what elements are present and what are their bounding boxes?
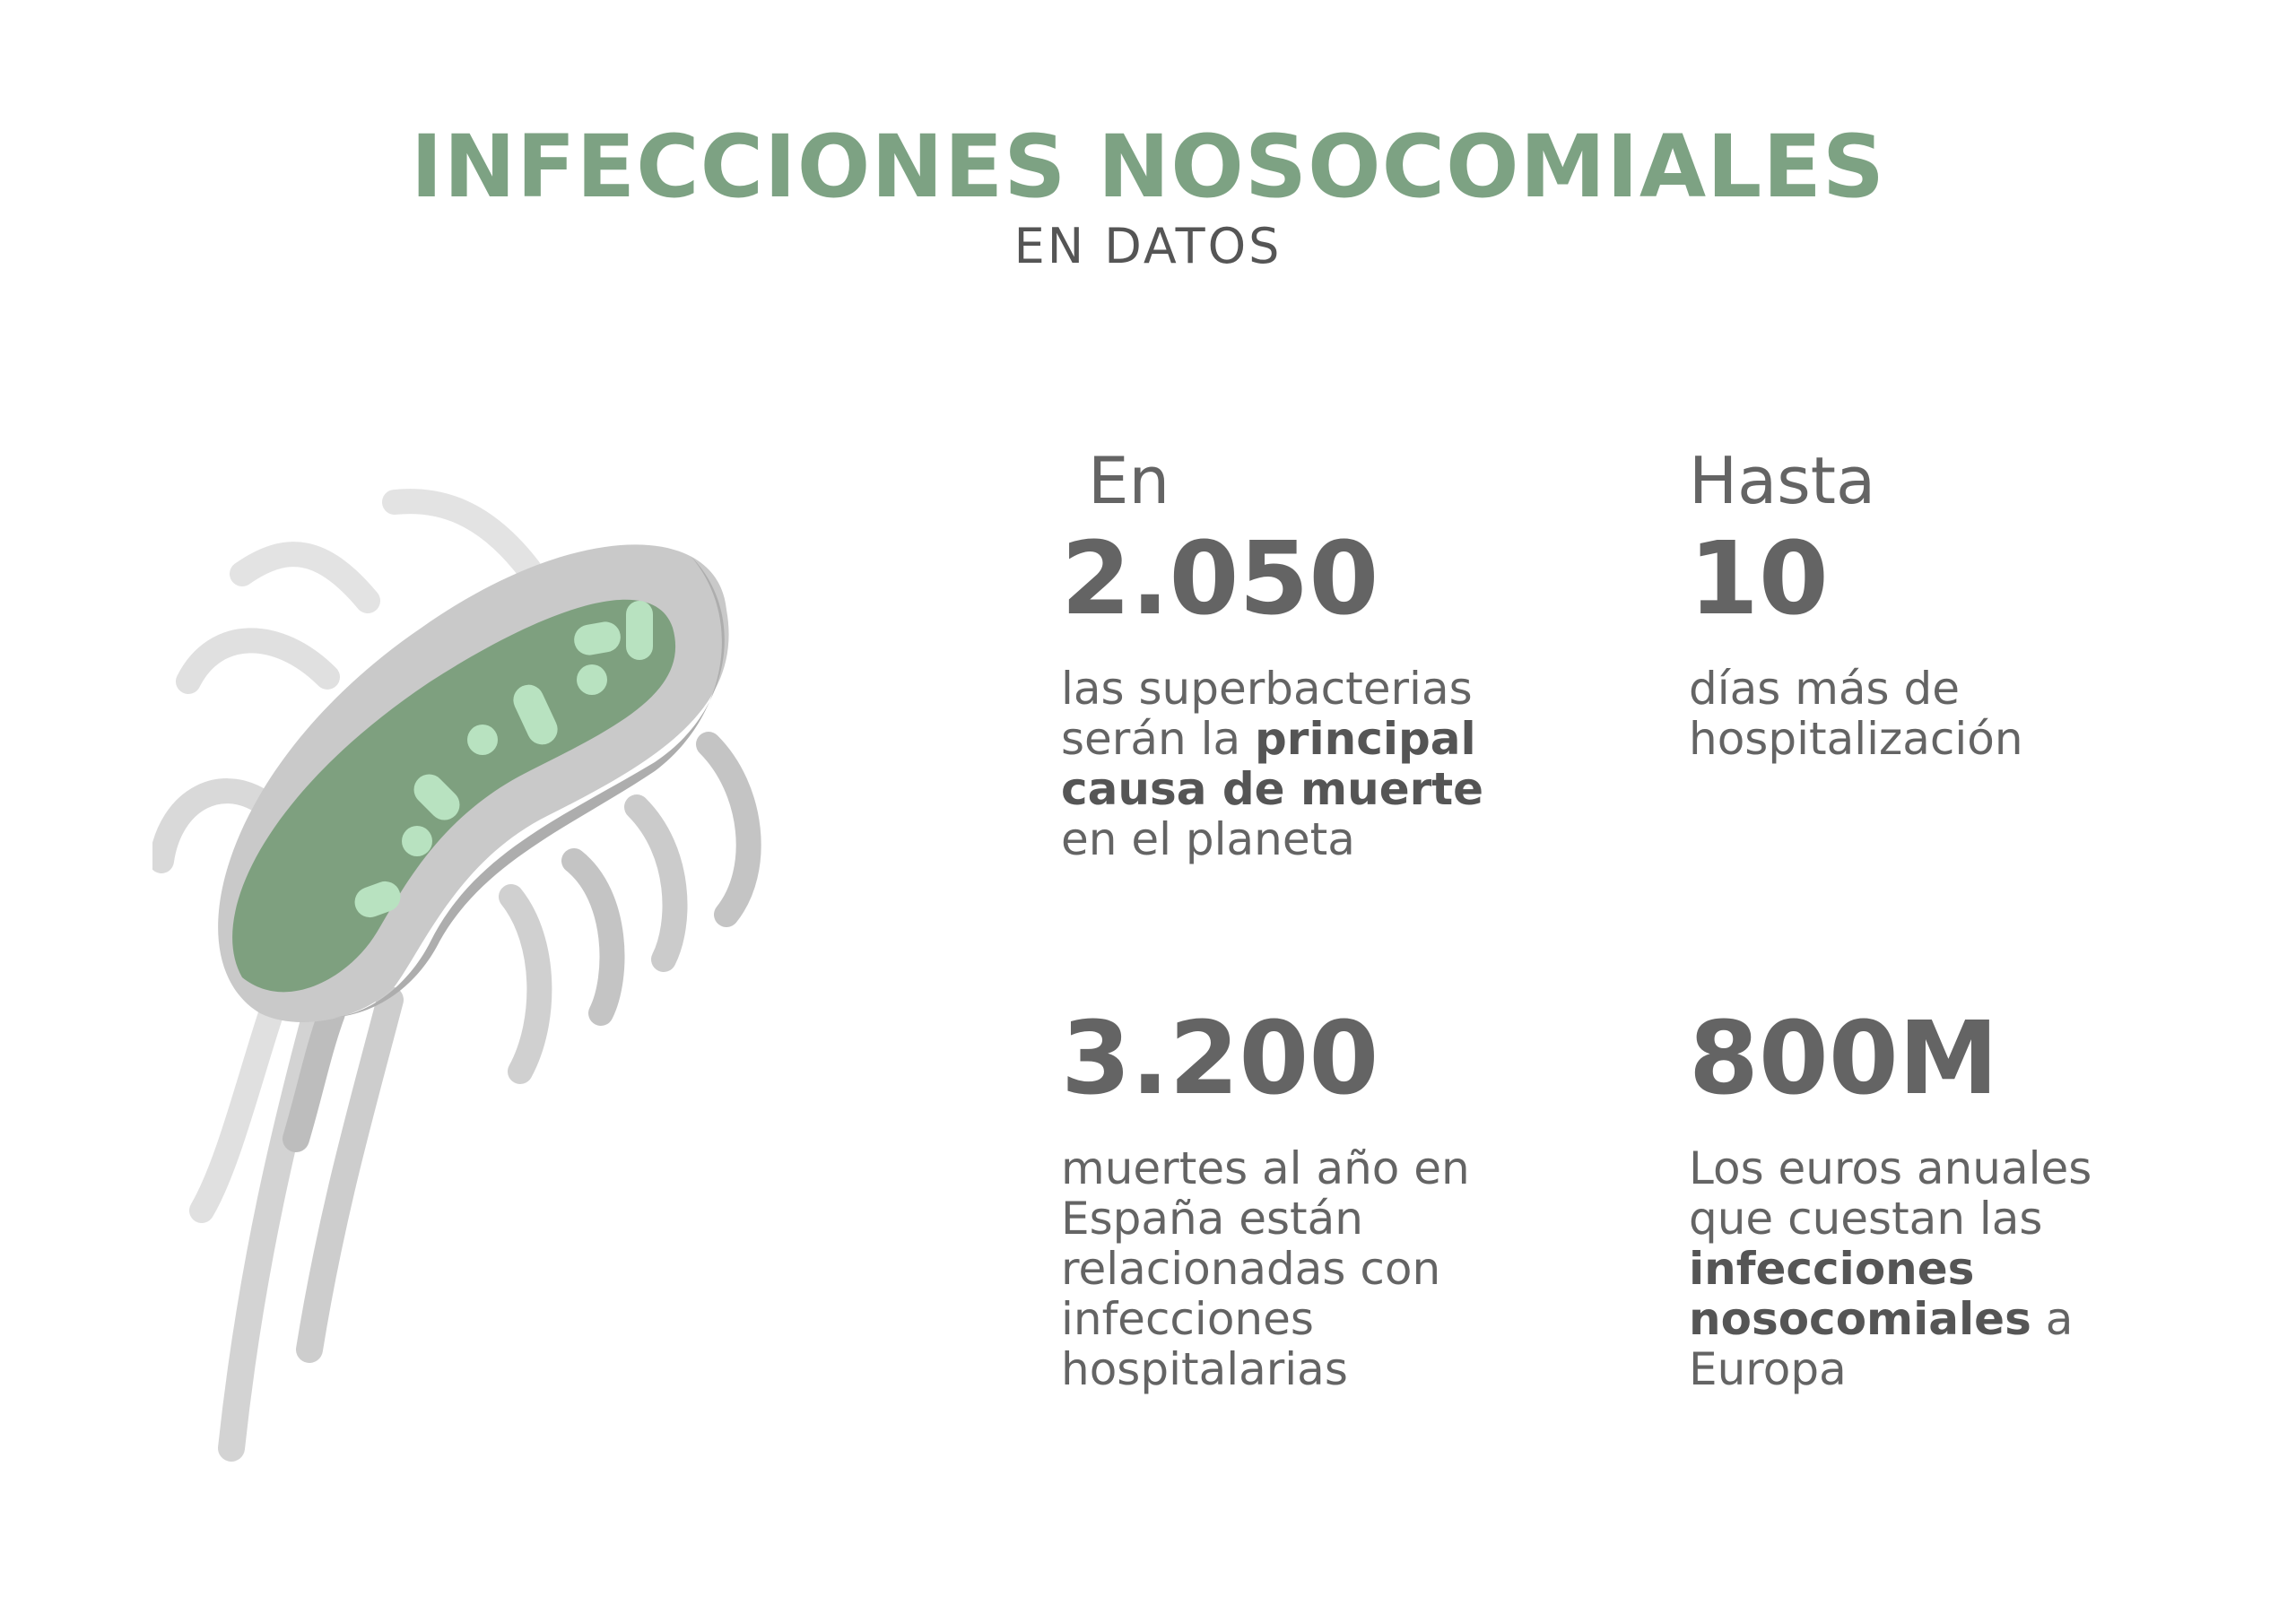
stat-value: 10 [1689, 521, 1829, 638]
stat-value: 3.200 [1061, 1001, 1379, 1117]
desc-line [1061, 764, 1483, 814]
desc-emphasis: principal [1255, 713, 1476, 765]
bacterium-body [218, 544, 728, 1022]
stat-superbacteria [1061, 443, 1484, 865]
flagellum-right [466, 942, 490, 1076]
desc-emphasis: causa de muerte [1061, 763, 1484, 815]
stat-description [1689, 664, 2023, 764]
page-subtitle: EN DATOS [1013, 218, 1283, 274]
flagellum-right [709, 744, 749, 915]
stat-prefix: Hasta [1689, 443, 1876, 518]
desc-line: España están [1061, 1193, 1363, 1245]
flagellum-left [242, 554, 368, 601]
desc-line: las superbacterias [1061, 663, 1473, 715]
desc-emphasis: nosocomiales [1689, 1293, 2031, 1345]
flagellum-right [574, 861, 612, 1013]
stat-deaths-spain [1061, 1001, 1470, 1395]
flagellum-right [511, 897, 539, 1072]
stat-description [1061, 664, 1483, 864]
desc-line: infecciones [1061, 1293, 1314, 1345]
desc-line [1689, 1244, 2092, 1294]
desc-line: hospitalización [1689, 713, 2023, 765]
bacterium-icon [152, 475, 834, 1480]
desc-line: que cuestan las [1689, 1193, 2043, 1245]
flagellum-right [637, 807, 674, 959]
stat-prefix: En [1088, 443, 1170, 518]
flagellum-left [188, 640, 327, 681]
desc-line: días más de [1689, 663, 1961, 715]
stat-cost-europe [1689, 1001, 2092, 1395]
desc-line: Europa [1689, 1343, 1847, 1395]
page-title: INFECCIONES NOSOCOMIALES [410, 117, 1886, 217]
desc-emphasis: infecciones [1689, 1243, 1975, 1295]
desc-line: muertes al año en [1061, 1142, 1470, 1194]
desc-line: relacionadas con [1061, 1243, 1441, 1295]
stat-description [1689, 1143, 2092, 1394]
stat-value: 2.050 [1061, 521, 1379, 638]
stat-value: 800M [1689, 1001, 1999, 1117]
desc-line: hospitalarias [1061, 1343, 1348, 1395]
desc-text: a [2031, 1293, 2074, 1345]
desc-line: Los euros anuales [1689, 1142, 2092, 1194]
stat-description [1061, 1143, 1470, 1394]
stat-hospitalization [1689, 443, 2023, 765]
desc-line [1689, 1294, 2092, 1344]
desc-line: en el planeta [1061, 813, 1355, 865]
flagellum-top [395, 501, 529, 569]
desc-line [1061, 714, 1483, 764]
desc-text: serán la [1061, 713, 1256, 765]
